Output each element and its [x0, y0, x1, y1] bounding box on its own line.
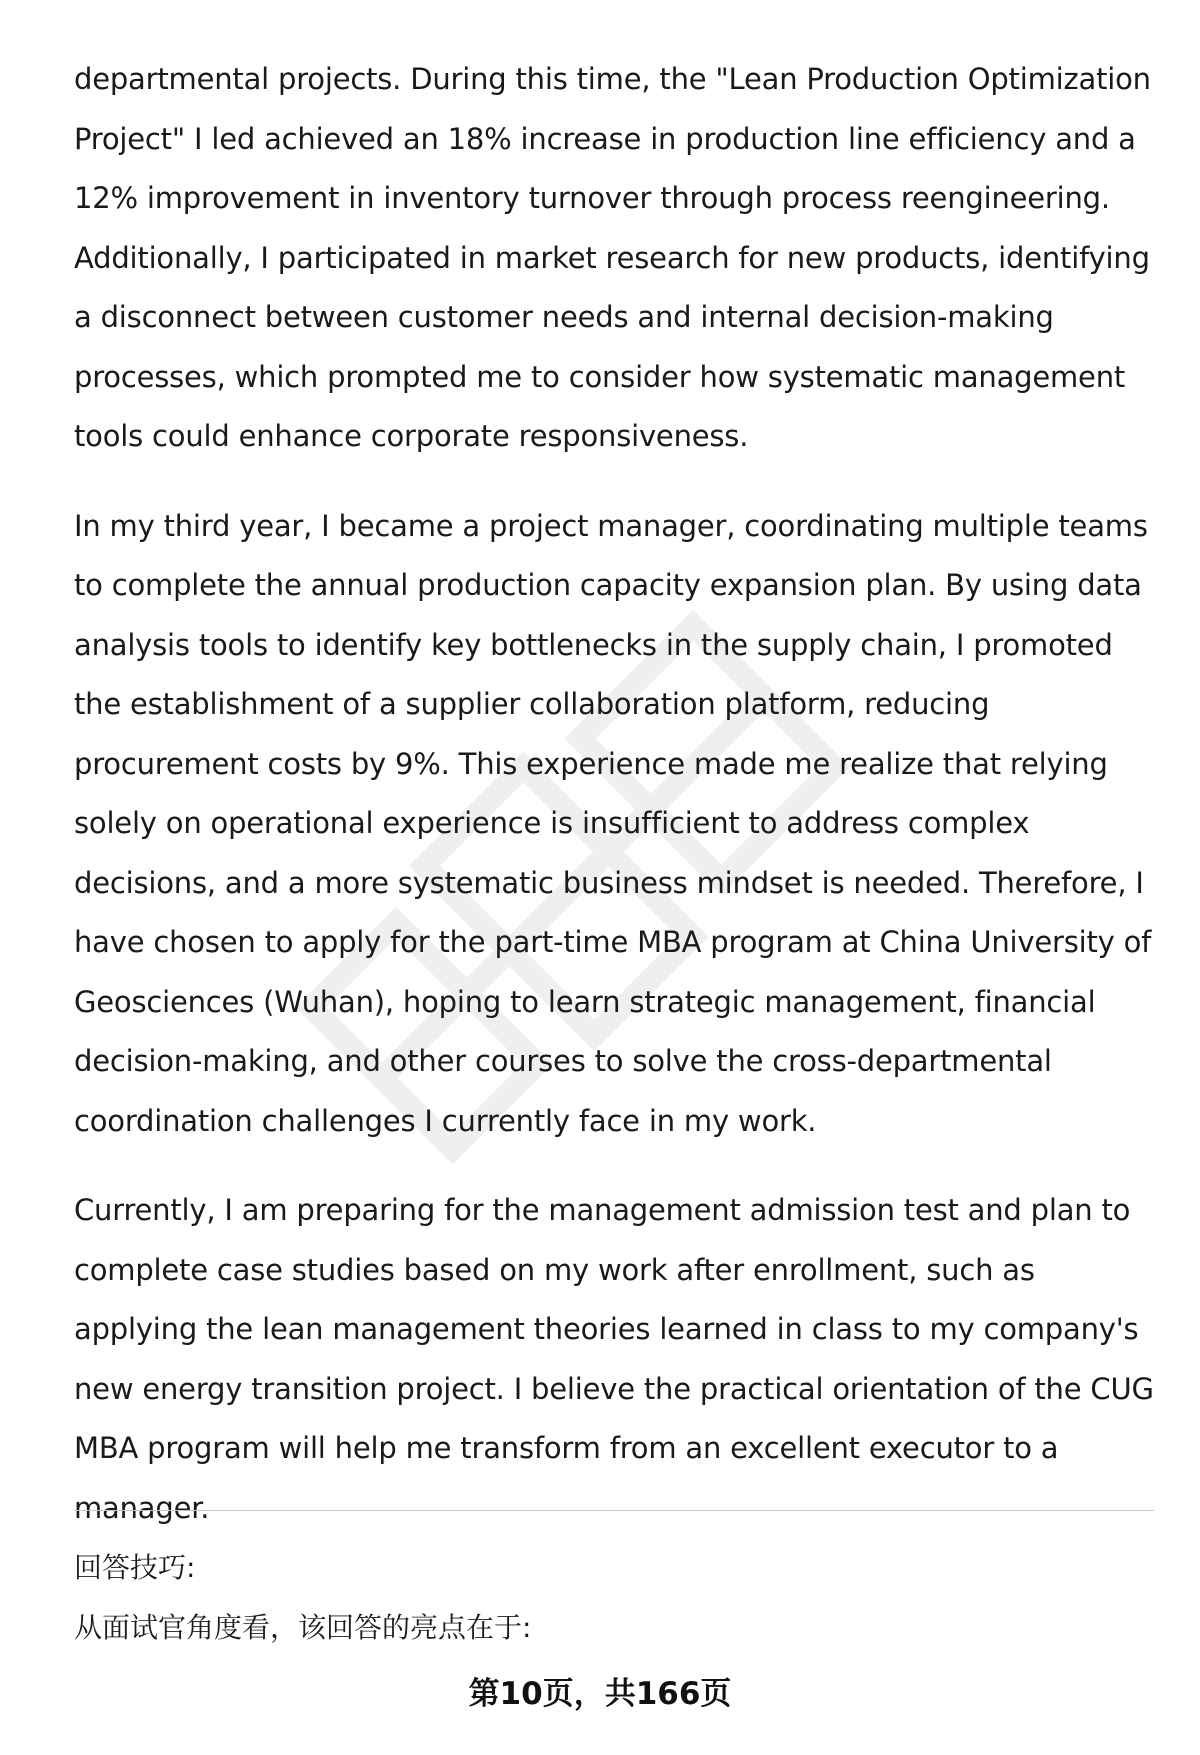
section-divider	[74, 1510, 1154, 1511]
tips-heading: 回答技巧:	[74, 1551, 196, 1584]
tips-intro-text: 从面试官角度看，该回答的亮点在于:	[74, 1611, 532, 1644]
paragraph-2: In my third year, I became a project manager, coordinating multiple teams to complete the annual production capacity expansion plan. By using data analysis tools to identify key bottlenecks in the supply chain, I promoted the establishment of a supplier collaboration platform, reducing procurement costs by 9%. This experience made me realize that relying solely on operational experience is insufficient to address complex decisions, and a more systematic business mindset is needed. Therefore, I have chosen to apply for the part-time MBA program at China University of Geosciences (Wuhan), hoping to learn strategic management, financial decision-making, and other courses to solve the cross-departmental coordination challenges I currently face in my work.	[74, 508, 1152, 1138]
paragraph-3: Currently, I am preparing for the management admission test and plan to complete case studies based on my work after enrollment, such as applying the lean management theories learned in class to my company's new energy transition project. I believe the practical orientation of the CUG MBA program will help me transform from an excellent executor to a manager.	[74, 1193, 1154, 1525]
paragraph-1: departmental projects. During this time, the "Lean Production Optimization Project" I led achieved an 18% increase in production line efficiency and a 12% improvement in inventory turnover through process reengineering. Additionally, I participated in market research for new products, identifying a disconnect between customer needs and internal decision-making processes, which prompted me to consider how systematic management tools could enhance corporate responsiveness.	[74, 62, 1151, 453]
body-text	[74, 50, 1154, 1538]
page-indicator: 第10页，共166页	[468, 1676, 732, 1712]
